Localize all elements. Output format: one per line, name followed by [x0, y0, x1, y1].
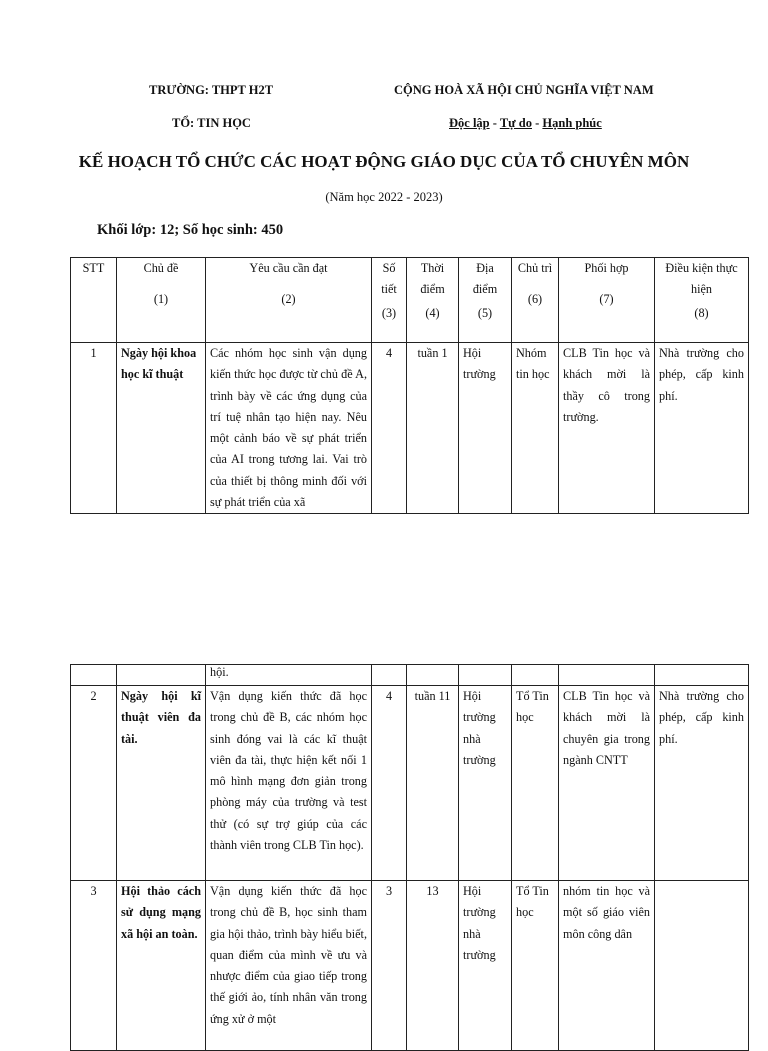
row-topic: Ngày hội kĩ thuật viên đa tài. [117, 686, 206, 881]
header-cell: STT [71, 258, 117, 343]
plan-table-page-1 [70, 257, 749, 514]
row-host: Tổ Tin học [512, 881, 559, 1051]
table-header-row [71, 258, 749, 343]
row-time: 13 [407, 881, 459, 1051]
header-cell: Số tiết (3) [372, 258, 407, 343]
row-stt: 3 [71, 881, 117, 1051]
department-name: TỔ: TIN HỌC [172, 116, 251, 130]
row-time: tuần 11 [407, 686, 459, 881]
header-cell: Địa điểm (5) [459, 258, 512, 343]
plan-table-page-2 [70, 664, 749, 1051]
header-cell: Thời điểm (4) [407, 258, 459, 343]
header-cell: Yêu cầu cần đạt (2) [206, 258, 372, 343]
table-row-continuation [71, 665, 749, 686]
national-motto: Độc lập - Tự do - Hạnh phúc [449, 116, 602, 130]
row-requirement: Vận dụng kiến thức đã học trong chủ đề B, các nhóm học sinh đóng vai là các kĩ thuật viên đa tài, thực hiện kết nối 1 mô hình mạng đơn giản trong phòng máy của trường và test thử (có sự trợ giúp của các thành viên trong CLB Tin học). [206, 686, 372, 881]
row-periods: 4 [372, 343, 407, 514]
row-partner: nhóm tin học và một số giáo viên môn công dân [559, 881, 655, 1051]
nation-name: CỘNG HOÀ XÃ HỘI CHỦ NGHĨA VIỆT NAM [394, 83, 654, 97]
row-host: Nhóm tin học [512, 343, 559, 514]
row-periods: 4 [372, 686, 407, 881]
row-time: tuần 1 [407, 343, 459, 514]
row-topic: Hội thảo cách sử dụng mạng xã hội an toàn. [117, 881, 206, 1051]
table-row [71, 881, 749, 1051]
row-topic: Ngày hội khoa học kĩ thuật [117, 343, 206, 514]
row-conditions: Nhà trường cho phép, cấp kinh phí. [655, 343, 749, 514]
row-requirement: Các nhóm học sinh vận dụng kiến thức học được từ chủ đề A, trình bày về các ứng dụng của trí tuệ nhân tạo hiện nay. Nêu một cảnh báo về sự phát triển của AI trong tương lai. Vai trò của thiết bị thông minh đối với sự phát triển của xã [206, 343, 372, 514]
grade-info: Khối lớp: 12; Số học sinh: 450 [97, 222, 284, 238]
school-year: (Năm học 2022 - 2023) [325, 190, 443, 204]
motto-part-1: Độc lập [449, 116, 490, 130]
row-place: Hội trường nhà trường [459, 686, 512, 881]
header-cell: Phối hợp (7) [559, 258, 655, 343]
school-name: TRƯỜNG: THPT H2T [149, 83, 274, 97]
motto-part-2: Tự do [499, 116, 532, 130]
row-host: Tổ Tin học [512, 686, 559, 881]
row-periods: 3 [372, 881, 407, 1051]
row-conditions [655, 881, 749, 1051]
row-place: Hội trường [459, 343, 512, 514]
header-cell: Điều kiện thực hiện (8) [655, 258, 749, 343]
row-stt: 1 [71, 343, 117, 514]
motto-part-3: Hạnh phúc [542, 116, 602, 130]
row-partner: CLB Tin học và khách mời là chuyên gia trong ngành CNTT [559, 686, 655, 881]
row-place: Hội trường nhà trường [459, 881, 512, 1051]
table-row [71, 343, 749, 514]
row-requirement-continuation: hội. [206, 665, 372, 686]
row-stt: 2 [71, 686, 117, 881]
table-row [71, 686, 749, 881]
header-cell: Chủ đề (1) [117, 258, 206, 343]
header-cell: Chủ trì (6) [512, 258, 559, 343]
row-partner: CLB Tin học và khách mời là thầy cô trong trường. [559, 343, 655, 514]
row-requirement: Vận dụng kiến thức đã học trong chủ đề B, học sinh tham gia hội thảo, trình bày hiểu biết, quan điểm của mình về ưu và nhược điểm của giao tiếp trong thế giới ảo, tính nhân văn trong ứng xử ở một [206, 881, 372, 1051]
row-conditions: Nhà trường cho phép, cấp kinh phí. [655, 686, 749, 881]
document-title: KẾ HOẠCH TỔ CHỨC CÁC HOẠT ĐỘNG GIÁO DỤC CỦA TỔ CHUYÊN MÔN [78, 152, 690, 171]
